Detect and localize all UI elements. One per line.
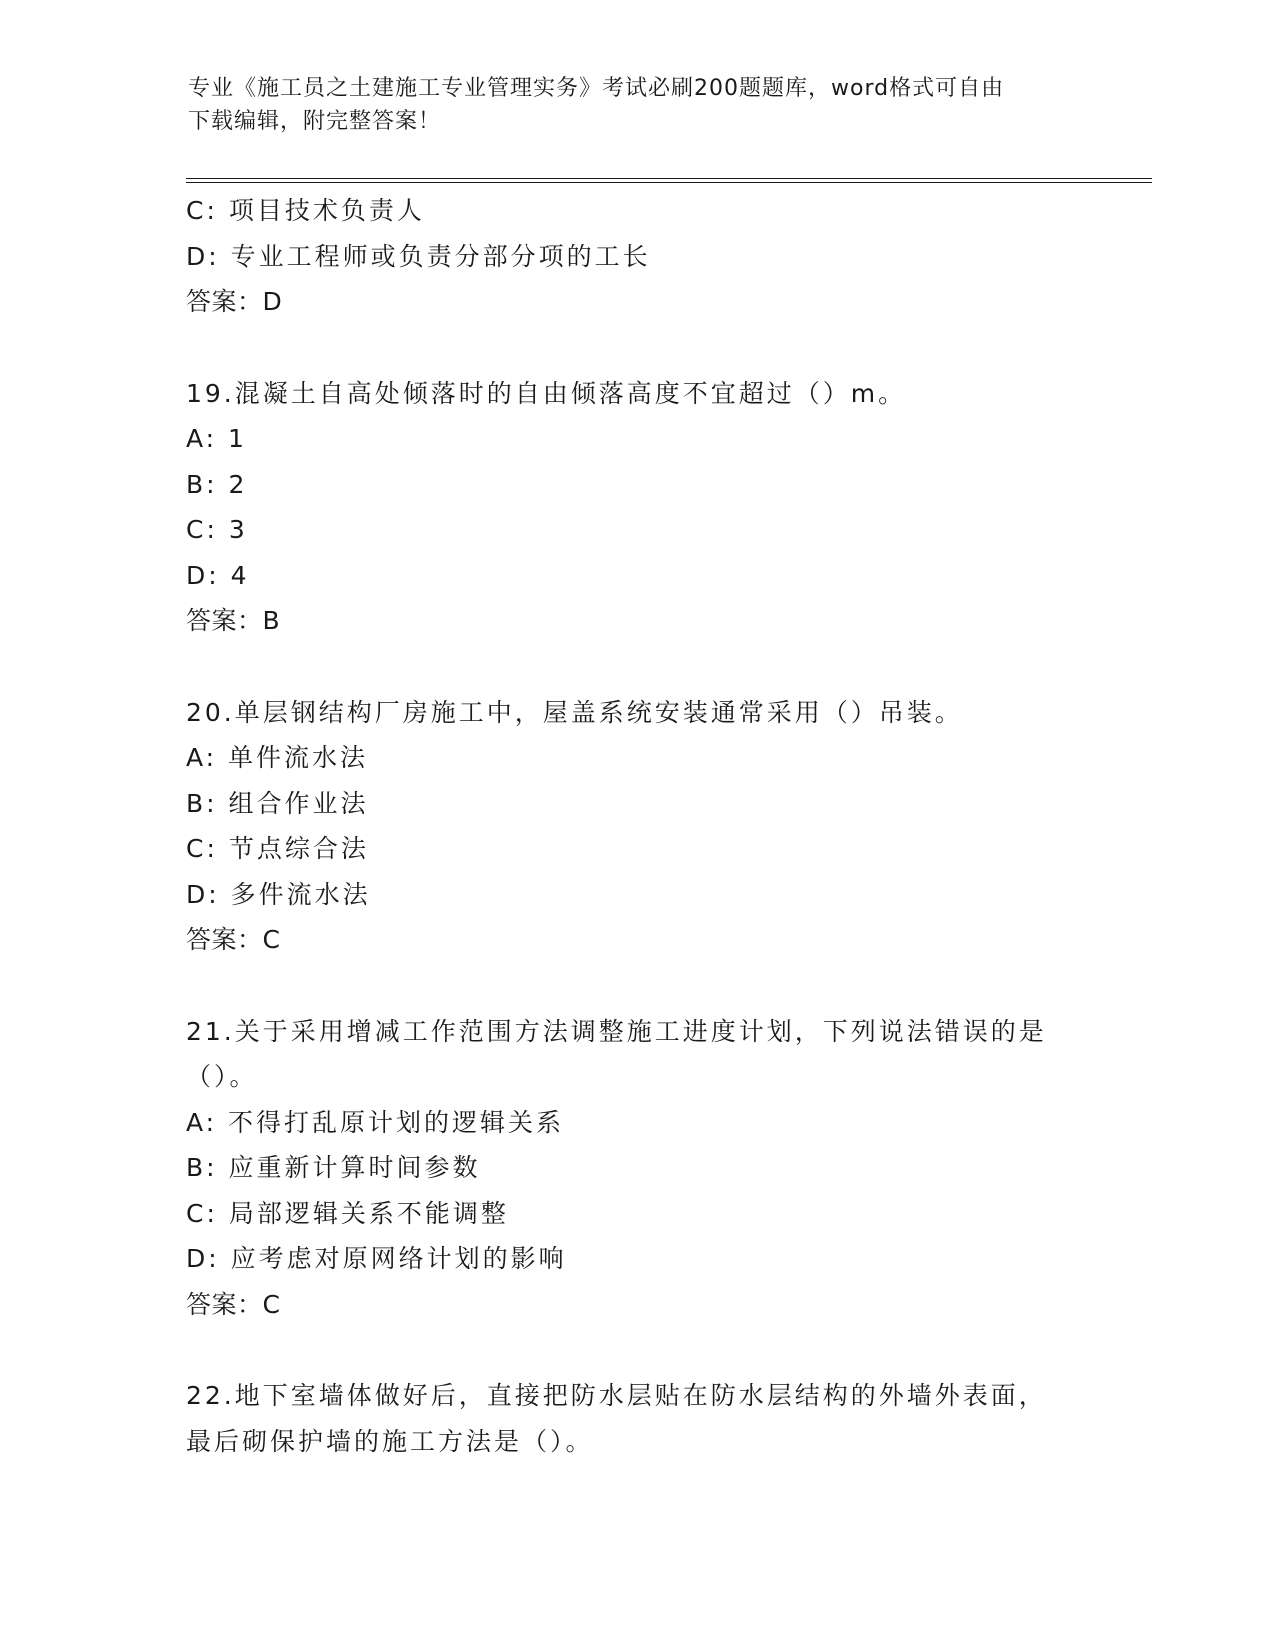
question-block-20 xyxy=(186,690,1166,963)
option-a: A: 单件流水法 xyxy=(186,743,369,772)
question-text: 19.混凝土自高处倾落时的自由倾落高度不宜超过（）m。 xyxy=(186,378,907,408)
option-d: D: 多件流水法 xyxy=(186,879,371,909)
question-block-22 xyxy=(186,1373,1166,1464)
answer: 答案：B xyxy=(186,606,281,635)
question-block-18-continued xyxy=(186,188,1166,325)
header-rule-top xyxy=(186,178,1152,179)
question-block-19 xyxy=(186,371,1166,644)
option-a: A: 1 xyxy=(186,424,247,453)
question-text-continued: （）。 xyxy=(186,1062,258,1091)
question-block-21 xyxy=(186,1009,1166,1328)
option-c: C: 3 xyxy=(186,515,248,544)
option-c: C: 节点综合法 xyxy=(186,834,369,863)
question-text: 20.单层钢结构厂房施工中，屋盖系统安装通常采用（）吊装。 xyxy=(186,697,963,727)
option-b: B: 应重新计算时间参数 xyxy=(186,1153,481,1182)
question-list xyxy=(186,188,1166,1464)
option-c: C: 项目技术负责人 xyxy=(186,196,425,225)
header-line-1: 专业《施工员之土建施工专业管理实务》考试必刷200题题库，word格式可自由 xyxy=(188,76,1005,101)
option-d: D: 专业工程师或负责分部分项的工长 xyxy=(186,241,651,271)
option-c: C: 局部逻辑关系不能调整 xyxy=(186,1198,509,1228)
document-header xyxy=(188,72,1068,138)
question-text-continued: 最后砌保护墙的施工方法是（）。 xyxy=(186,1426,594,1456)
answer: 答案：C xyxy=(186,1289,281,1319)
question-text: 21.关于采用增减工作范围方法调整施工进度计划，下列说法错误的是 xyxy=(186,1016,1047,1046)
option-d: D: 应考虑对原网络计划的影响 xyxy=(186,1244,567,1273)
header-line-2: 下载编辑，附完整答案！ xyxy=(188,109,442,134)
answer: 答案：D xyxy=(186,287,283,316)
answer: 答案：C xyxy=(186,925,281,954)
question-text: 22.地下室墙体做好后，直接把防水层贴在防水层结构的外墙外表面， xyxy=(186,1381,1047,1410)
option-d: D: 4 xyxy=(186,560,250,590)
option-b: B: 2 xyxy=(186,469,248,499)
option-b: B: 组合作业法 xyxy=(186,788,369,818)
header-rule-bottom xyxy=(186,182,1152,183)
option-a: A: 不得打乱原计划的逻辑关系 xyxy=(186,1107,565,1137)
